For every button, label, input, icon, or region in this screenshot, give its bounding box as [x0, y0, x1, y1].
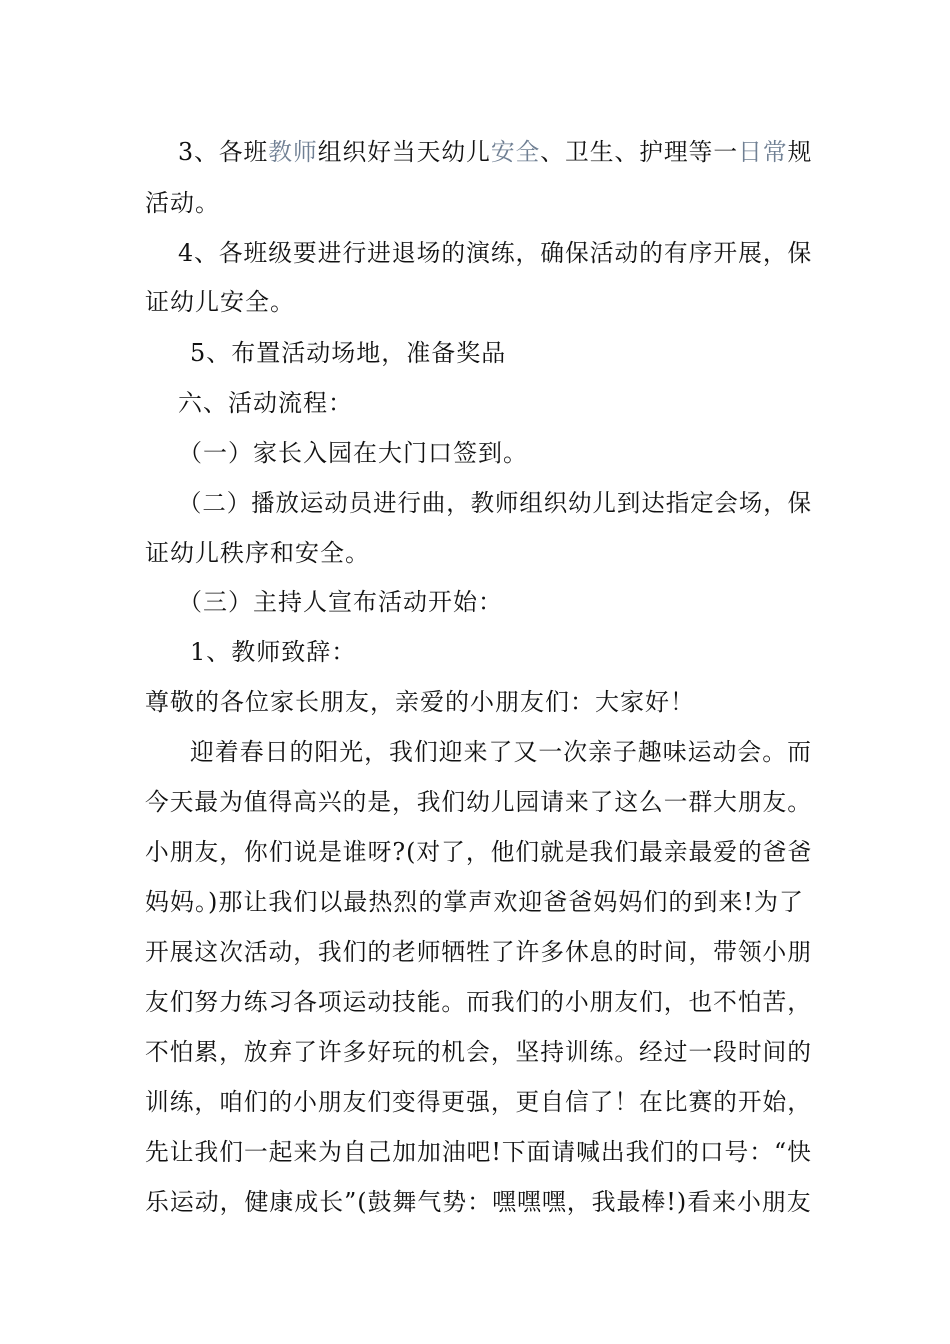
text-line-10: （三）主持人宣布活动开始： — [178, 588, 503, 616]
text-line-18: 友们努力练习各项运动技能。而我们的小朋友们，也不怕苦， — [145, 988, 812, 1016]
text-line-7: （一）家长入园在大门口签到。 — [178, 439, 528, 467]
text-line-11: 1、教师致辞： — [190, 638, 357, 666]
text-segment-highlight: 教师 — [268, 138, 318, 166]
text-line-19: 不怕累，放弃了许多好玩的机会，坚持训练。经过一段时间的 — [145, 1038, 812, 1066]
text-line-20: 训练，咱们的小朋友们变得更强，更自信了！在比赛的开始， — [145, 1088, 812, 1116]
text-line-14: 今天最为值得高兴的是，我们幼儿园请来了这么一群大朋友。 — [145, 788, 812, 816]
text-line-2: 活动。 — [145, 189, 220, 217]
text-line-6: 六、活动流程： — [178, 389, 353, 417]
text-line-9: 证幼儿秩序和安全。 — [145, 539, 370, 567]
text-line-13: 迎着春日的阳光，我们迎来了又一次亲子趣味运动会。而 — [190, 738, 812, 766]
text-line-1 — [178, 136, 812, 168]
text-line-15: 小朋友，你们说是谁呀?(对了，他们就是我们最亲最爱的爸爸 — [145, 838, 813, 866]
text-line-3: 4、各班级要进行进退场的演练，确保活动的有序开展，保 — [178, 239, 813, 267]
text-line-22: 乐运动，健康成长”(鼓舞气势：嘿嘿嘿，我最棒!)看来小朋友 — [145, 1188, 812, 1216]
text-line-5: 5、布置活动场地，准备奖品 — [190, 339, 507, 367]
text-segment: 规 — [787, 138, 813, 166]
text-segment: 组织好当天幼儿 — [317, 138, 491, 166]
text-segment: 、卫生、护理等一 — [540, 138, 739, 166]
text-line-16: 妈妈。)那让我们以最热烈的掌声欢迎爸爸妈妈们的到来!为了 — [145, 888, 805, 916]
text-segment-highlight: 日常 — [738, 138, 788, 166]
text-line-12: 尊敬的各位家长朋友，亲爱的小朋友们：大家好！ — [145, 688, 695, 716]
text-line-8: （二）播放运动员进行曲，教师组织幼儿到达指定会场，保 — [178, 489, 813, 517]
text-segment-highlight: 安全 — [490, 138, 541, 166]
text-line-17: 开展这次活动，我们的老师牺牲了许多休息的时间，带领小朋 — [145, 938, 812, 966]
text-segment: 3、各班 — [178, 138, 269, 166]
text-line-4: 证幼儿安全。 — [145, 288, 295, 316]
text-line-21: 先让我们一起来为自己加加油吧!下面请喊出我们的口号：“快 — [145, 1138, 812, 1166]
